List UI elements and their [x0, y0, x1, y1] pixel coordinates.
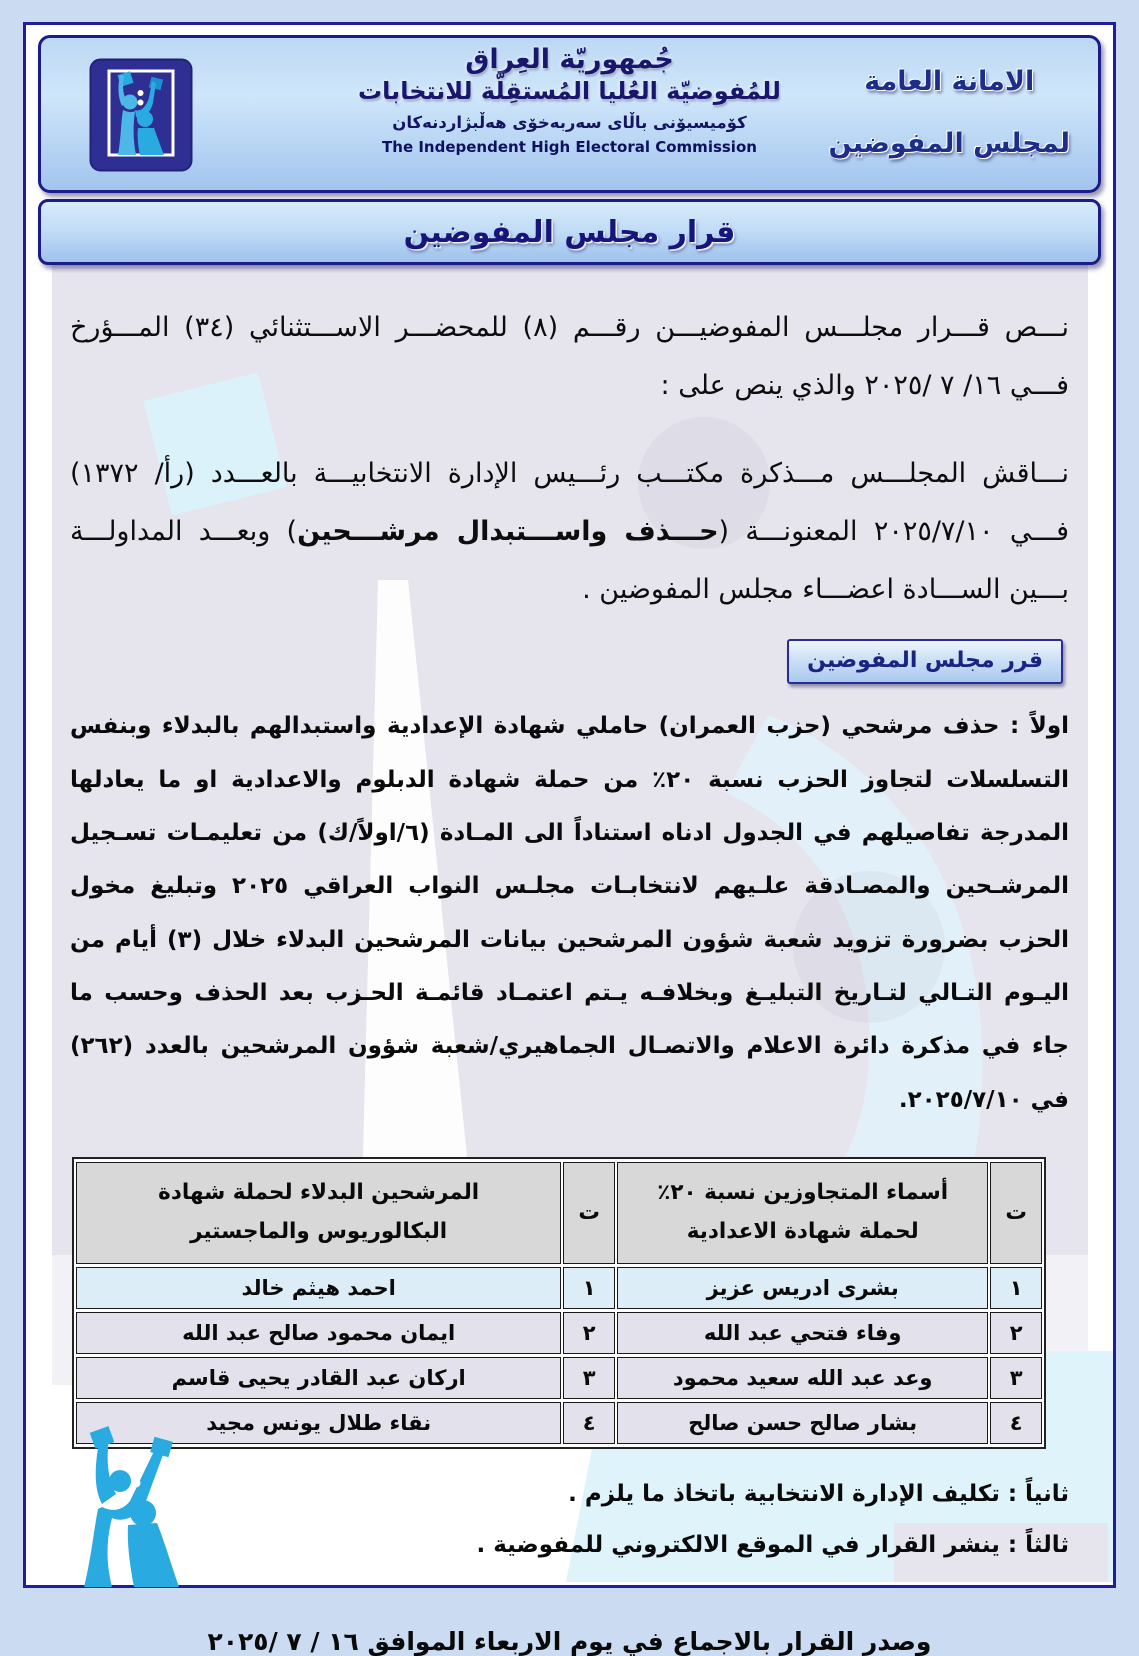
cell-replacement-name: احمد هيثم خالد [76, 1267, 561, 1309]
secretariat-title [828, 66, 1070, 161]
table-header-row [76, 1162, 1042, 1264]
intro-paragraph-2 [70, 445, 1069, 619]
decision-page [23, 22, 1116, 1656]
candidates-table-body [76, 1267, 1042, 1444]
header-exceeded-names: أسماء المتجاوزين نسبة ٢٠٪ لحملة شهادة الاعدادية [617, 1162, 988, 1264]
cell-seq-2: ٤ [563, 1402, 615, 1444]
cell-seq-1: ٣ [990, 1357, 1042, 1399]
cell-seq-1: ٢ [990, 1312, 1042, 1354]
header-banner [38, 35, 1101, 193]
intro-p2-text: نـــاقش المجلـــس مـــذكرة مكتـــب رئـــيس الإدارة الانتخابيـــة بالعـــدد (رأ/ ١٣٧٢) فـــي ٢٠٢٥/٧/١٠ المعنونـــة ( [70, 458, 1069, 548]
cell-exceeded-name: بشار صالح حسن صالح [617, 1402, 988, 1444]
clause-third: ثالثاً : ينشر القرار في الموقع الالكتروني للمفوضية . [476, 1532, 1069, 1559]
cell-seq-2: ٣ [563, 1357, 615, 1399]
candidates-table [72, 1157, 1046, 1449]
intro-p2-tail: ) وبعـــد المداولـــة بـــين الســـادة اعضـــاء مجلس المفوضين . [70, 516, 1069, 606]
secretariat-line2: لمجلس المفوضين [828, 128, 1070, 160]
cell-exceeded-name: وفاء فتحي عبد الله [617, 1312, 988, 1354]
intro-paragraph-1: نـــص قـــرار مجلـــس المفوضيـــن رقـــم (٨) للمحضـــر الاســـتثنائي (٣٤) المـــؤرخ فـــي ١٦/ ٧ /٢٠٢٥ والذي ينص على : [70, 312, 1069, 402]
table-row [76, 1267, 1042, 1309]
cell-exceeded-name: وعد عبد الله سعيد محمود [617, 1357, 988, 1399]
republic-title: جُمهوريّة العِراق [465, 44, 674, 75]
cell-replacement-name: ايمان محمود صالح عبد الله [76, 1312, 561, 1354]
table-row [76, 1402, 1042, 1444]
cell-seq-1: ٤ [990, 1402, 1042, 1444]
document-title-bar [38, 199, 1101, 265]
cell-seq-1: ١ [990, 1267, 1042, 1309]
table-row [76, 1312, 1042, 1354]
issuance-line: وصدر القرار بالاجماع في يوم الاربعاء الموافق ١٦ / ٧ /٢٠٢٥ [207, 1627, 932, 1656]
cell-replacement-name: اركان عبد القادر يحيى قاسم [76, 1357, 561, 1399]
ihec-watermark-logo-icon [64, 1419, 214, 1591]
header-seq-2: ت [563, 1162, 615, 1264]
header-seq-1: ت [990, 1162, 1042, 1264]
commission-english-title: The Independent High Electoral Commission [382, 138, 757, 156]
table-row [76, 1357, 1042, 1399]
cell-seq-2: ٢ [563, 1312, 615, 1354]
clause-second: ثانياً : تكليف الإدارة الانتخابية باتخاذ ما يلزم . [568, 1481, 1069, 1508]
intro-p2-bold-subject: حـــذف واســـتبدال مرشـــحين [297, 516, 719, 548]
cell-replacement-name: نقاء طلال يونس مجيد [76, 1402, 561, 1444]
decision-badge: قرر مجلس المفوضين [787, 639, 1063, 684]
header-replacement-names: المرشحين البدلاء لحملة شهادة البكالوريوس والماجستير [76, 1162, 561, 1264]
commission-kurdish-title: كۆمیسیۆنی باڵای سەربەخۆی هەڵبژاردنەکان [392, 113, 747, 132]
clause-first: اولاً : حذف مرشحي (حزب العمران) حاملي شهادة الإعدادية واستبدالهم بالبدلاء وبنفس التسلسلات لتجاوز الحزب نسبة ٢٠٪ من حملة شهادة الدبلوم والاعدادية او ما يعادلها المدرجة تفاصيلهم في الجدول ادناه استناداً الى المـادة (٦/اولاً/ك) من تعليمـات تسـجيل المرشـحين والمصـادقة علـيهم لانتخابـات مجلـس النواب العراقي ٢٠٢٥ وتبليغ مخول الحزب بضرورة تزويد شعبة شؤون المرشحين بيانات المرشحين البدلاء خلال (٣) أيام من اليـوم التـالي لتـاريخ التبليـغ وبخلافـه يـتم اعتمـاد قائمـة الحـزب بعد الحذف وحسب ما جاء في مذكرة دائرة الاعلام والاتصـال الجماهيري/شعبة شؤون المرشحين بالعدد (٢٦٢) في ٢٠٢٥/٧/١٠. [70, 713, 1070, 1113]
cell-exceeded-name: بشرى ادريس عزيز [617, 1267, 988, 1309]
document-title: قرار مجلس المفوضين [403, 214, 736, 250]
cell-seq-2: ١ [563, 1267, 615, 1309]
commission-arabic-title: للمُفوضيّة العُليا المُستقِلّة للانتخابات [358, 77, 781, 105]
secretariat-line1: الامانة العامة [864, 66, 1035, 97]
